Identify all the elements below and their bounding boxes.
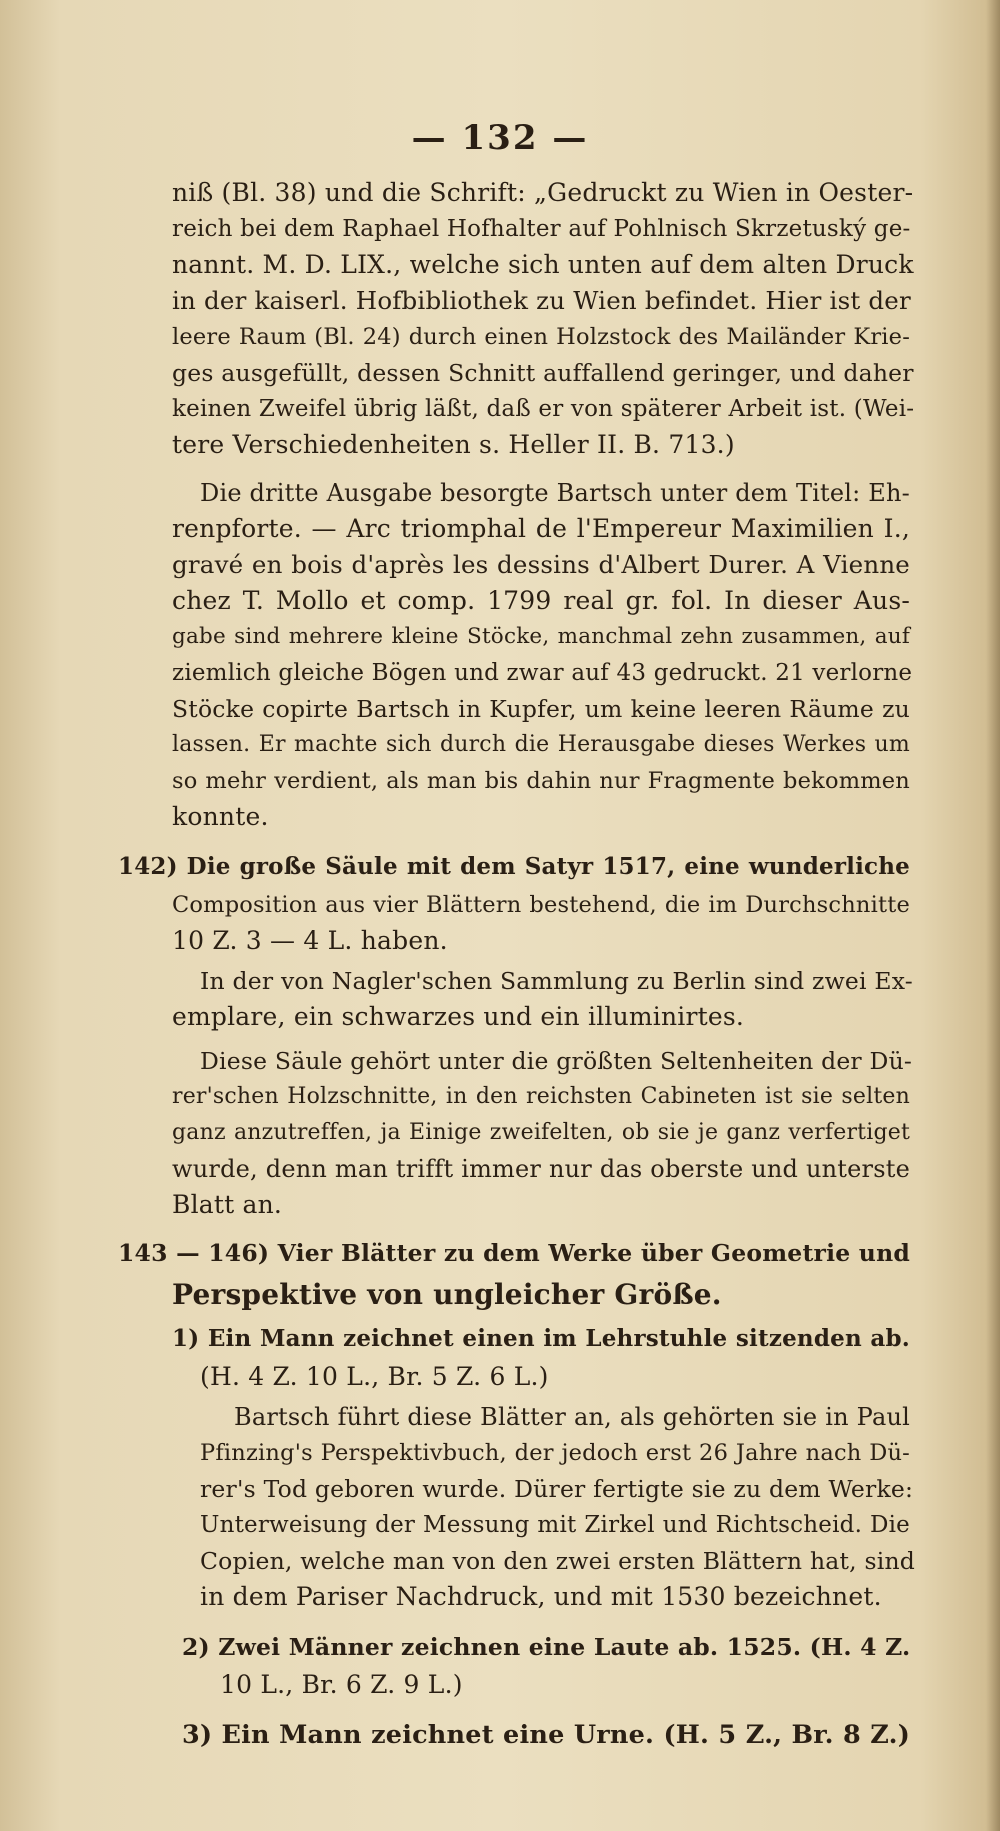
page-edge-shadow <box>986 0 1000 1831</box>
text-line: Blatt an. <box>172 1190 283 1219</box>
text-line: Stöcke copirte Bartsch in Kupfer, um keine leeren Räume zu <box>172 695 910 723</box>
text-line: emplare, ein schwarzes und ein illuminirtes. <box>172 1002 745 1031</box>
subentry-2-heading: 2) Zwei Männer zeichnen eine Laute ab. 1525. (H. 4 Z. <box>182 1633 911 1661</box>
text-line: wurde, denn man trifft immer nur das oberste und unterste <box>172 1155 910 1183</box>
text-line: (H. 4 Z. 10 L., Br. 5 Z. 6 L.) <box>200 1362 549 1391</box>
text-line: 10 L., Br. 6 Z. 9 L.) <box>220 1670 463 1699</box>
text-line: Die dritte Ausgabe besorgte Bartsch unter dem Titel: Eh- <box>200 479 910 507</box>
text-line: ziemlich gleiche Bögen und zwar auf 43 gedruckt. 21 verlorne <box>172 660 913 686</box>
text-line: 10 Z. 3 — 4 L. haben. <box>172 926 448 955</box>
text-line: renpforte. — Arc triomphal de l'Empereur Maximilien I., <box>172 514 910 543</box>
text-line: ges ausgefüllt, dessen Schnitt auffallend geringer, und daher <box>172 359 914 387</box>
text-line: gabe sind mehrere kleine Stöcke, manchmal zehn zusammen, auf <box>172 624 910 649</box>
text-line: Composition aus vier Blättern bestehend, die im Durchschnitte <box>172 892 910 918</box>
text-line: rer's Tod geboren wurde. Dürer fertigte sie zu dem Werke: <box>200 1475 914 1503</box>
text-line: gravé en bois d'après les dessins d'Albert Durer. A Vienne <box>172 550 910 579</box>
text-line: tere Verschiedenheiten s. Heller II. B. 713.) <box>172 430 735 459</box>
text-line: In der von Nagler'schen Sammlung zu Berlin sind zwei Ex- <box>200 967 913 995</box>
entry-143-146-heading: 143 — 146) Vier Blätter zu dem Werke über Geometrie und <box>118 1239 910 1267</box>
text-line: Bartsch führt diese Blätter an, als gehörten sie in Paul <box>234 1403 910 1431</box>
text-line: lassen. Er machte sich durch die Herausgabe dieses Werkes um <box>172 732 910 757</box>
text-line: reich bei dem Raphael Hofhalter auf Pohlnisch Skrzetuský ge- <box>172 216 911 242</box>
text-line: in dem Pariser Nachdruck, und mit 1530 bezeichnet. <box>200 1582 882 1611</box>
text-line: chez T. Mollo et comp. 1799 real gr. fol. In dieser Aus- <box>172 586 910 615</box>
text-line: Diese Säule gehört unter die größten Seltenheiten der Dü- <box>200 1047 913 1075</box>
text-line: rer'schen Holzschnitte, in den reichsten Cabineten ist sie selten <box>172 1084 910 1109</box>
entry-142-heading: 142) Die große Säule mit dem Satyr 1517, eine wunderliche <box>118 853 910 880</box>
text-line: nannt. M. D. LIX., welche sich unten auf dem alten Druck <box>172 250 914 279</box>
text-line: leere Raum (Bl. 24) durch einen Holzstock des Mailänder Krie- <box>172 324 910 350</box>
text-line: Copien, welche man von den zwei ersten Blättern hat, sind <box>200 1547 916 1575</box>
text-line: Unterweisung der Messung mit Zirkel und Richtscheid. Die <box>200 1512 910 1538</box>
text-line: konnte. <box>172 802 269 831</box>
subentry-1-heading: 1) Ein Mann zeichnet einen im Lehrstuhle sitzenden ab. <box>172 1325 910 1352</box>
text-line: keinen Zweifel übrig läßt, daß er von späterer Arbeit ist. (Wei- <box>172 396 915 422</box>
text-line: Pfinzing's Perspektivbuch, der jedoch erst 26 Jahre nach Dü- <box>200 1440 910 1466</box>
text-line: Perspektive von ungleicher Größe. <box>172 1278 722 1311</box>
page-number: — 132 — <box>411 118 589 158</box>
subentry-3-heading: 3) Ein Mann zeichnet eine Urne. (H. 5 Z., Br. 8 Z.) <box>182 1720 910 1750</box>
text-line: in der kaiserl. Hofbibliothek zu Wien befindet. Hier ist der <box>172 286 911 315</box>
text-line: ganz anzutreffen, ja Einige zweifelten, ob sie je ganz verfertiget <box>172 1120 910 1145</box>
text-line: so mehr verdient, als man bis dahin nur Fragmente bekommen <box>172 768 910 794</box>
text-line: niß (Bl. 38) und die Schrift: „Gedruckt zu Wien in Oester- <box>172 178 914 207</box>
